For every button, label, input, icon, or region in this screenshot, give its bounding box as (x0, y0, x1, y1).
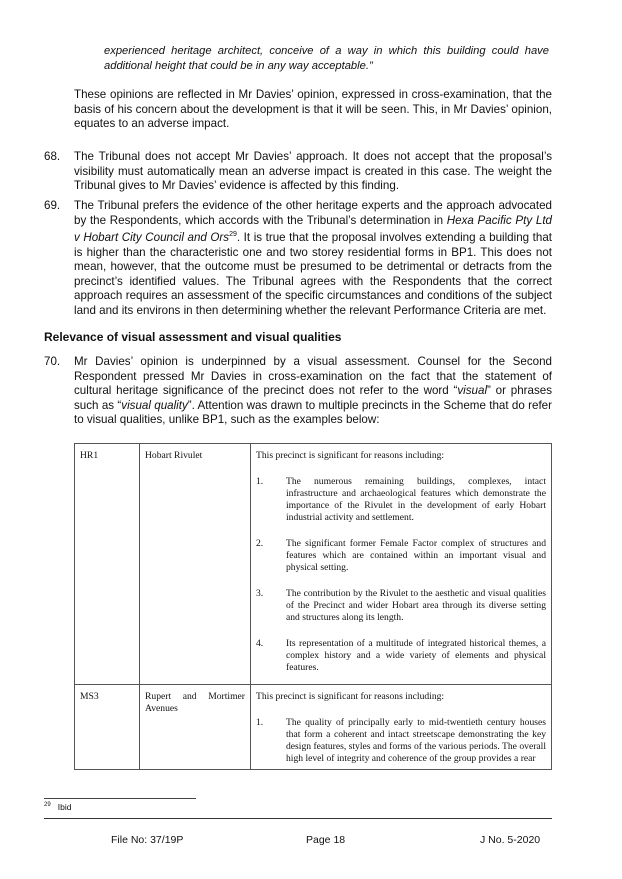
footnote-divider (44, 798, 196, 799)
footnote-reference: 29 (229, 231, 237, 239)
paragraph-number-68: 68. (44, 150, 61, 163)
footer-page-number: Page 18 (306, 834, 346, 846)
paragraph-opinions: These opinions are reflected in Mr Davies’ opinion, expressed in cross-examination, that the basis of his concern about the development is that it will be seen. This, in Mr Davies’ opinion, equates to an adverse impact. (74, 88, 552, 131)
paragraph-68: The Tribunal does not accept Mr Davies’ approach. It does not accept that the proposal’s visibility must automatically mean an adverse impact is created in this case. The weight the Tribunal gives to Mr Davies’ evidence is affected by this finding. (74, 150, 552, 193)
list-item (256, 538, 546, 574)
list-item (256, 717, 546, 765)
list-item-text: The numerous remaining buildings, complexes, intact infrastructure and archaeological features which demonstrate the importance of the Rivulet in the development of early Hobart industrial activity and settlement. (286, 476, 546, 523)
precinct-code: MS3 (75, 685, 140, 770)
table-row (75, 444, 552, 685)
precinct-table (74, 443, 552, 770)
paragraph-70-text-a: Mr Davies’ opinion is underpinned by a visual assessment. Counsel for the Second Respondent pressed Mr Davies in cross-examination on the fact that the statement of cultural heritage significance of the precinct does not refer to the word “ (74, 355, 552, 398)
paragraph-70-text-c: ”. Attention was drawn to multiple precincts in the Scheme that do refer to visual qualities, unlike BP1, such as the examples below: (74, 398, 552, 427)
list-item-text: The significant former Female Factor complex of structures and features which are contained within an important visual and physical setting. (286, 538, 546, 573)
list-item-text: The quality of principally early to mid-twentieth century houses that form a coherent and intact streetscape demonstrating the key design features, styles and forms of the various periods. The overall high level of integrity and coherence of the group provides a rear (286, 717, 546, 764)
significance-intro: This precinct is significant for reasons including: (256, 691, 445, 702)
list-item (256, 588, 546, 624)
block-quote: experienced heritage architect, conceive of a way in which this building could have additional height that could be in any way acceptable.” (104, 45, 549, 72)
paragraph-70-text-b: ” or phrases such as “ (74, 384, 552, 412)
visual-term: visual (457, 384, 488, 398)
list-item-number: 2. (256, 538, 264, 549)
precinct-name: Hobart Rivulet (140, 444, 251, 685)
paragraph-number-69: 69. (44, 199, 61, 212)
list-item-number: 4. (256, 638, 264, 649)
paragraph-69-text-a: The Tribunal prefers the evidence of the other heritage experts and the approach advocated by the Respondents, which accords with the Tribunal’s determination in (74, 199, 552, 227)
precinct-code: HR1 (75, 444, 140, 685)
footer-judgment-number: J No. 5-2020 (480, 834, 541, 846)
section-heading: Relevance of visual assessment and visual qualities (44, 330, 342, 344)
case-citation: Hexa Pacific Pty Ltd v Hobart City Council and Ors (74, 213, 552, 245)
precinct-significance (251, 685, 552, 770)
significance-intro: This precinct is significant for reasons including: (256, 450, 445, 461)
paragraph-69-text-b: . It is true that the proposal involves extending a building that is higher than the characteristic one and two storey residential forms in BP1. This does not mean, however, that the outcome must be presumed to be detrimental or detracts from the precinct’s identified values. The Tribunal agrees with the Respondents that the correct approach requires an assessment of the specific circumstances and conditions of the subject land and its environs in then determining whether the relevant Performance Criteria are met. (74, 231, 552, 318)
visual-quality-term: visual quality (121, 398, 188, 412)
paragraph-70 (74, 355, 552, 428)
footnote-text: Ibid (57, 802, 72, 812)
list-item (256, 638, 546, 674)
list-item-number: 3. (256, 588, 264, 599)
table-row (75, 685, 552, 770)
list-item-number: 1. (256, 717, 264, 728)
list-item-number: 1. (256, 476, 264, 487)
footer-rule (44, 818, 552, 819)
list-item-text: Its representation of a multitude of integrated historical themes, a complex history and a wide variety of elements and physical features. (286, 638, 546, 673)
precinct-name: Rupert and Mortimer Avenues (140, 685, 251, 770)
list-item-text: The contribution by the Rivulet to the aesthetic and visual qualities of the Precinct and wider Hobart area through its diverse setting and structures along its length. (286, 588, 546, 623)
paragraph-number-70: 70. (44, 355, 61, 368)
precinct-significance (251, 444, 552, 685)
list-item (256, 476, 546, 524)
paragraph-69 (74, 199, 552, 319)
footnote-number: 29 (44, 802, 51, 809)
footer-file-number: File No: 37/19P (111, 834, 184, 846)
footnote (44, 802, 72, 812)
